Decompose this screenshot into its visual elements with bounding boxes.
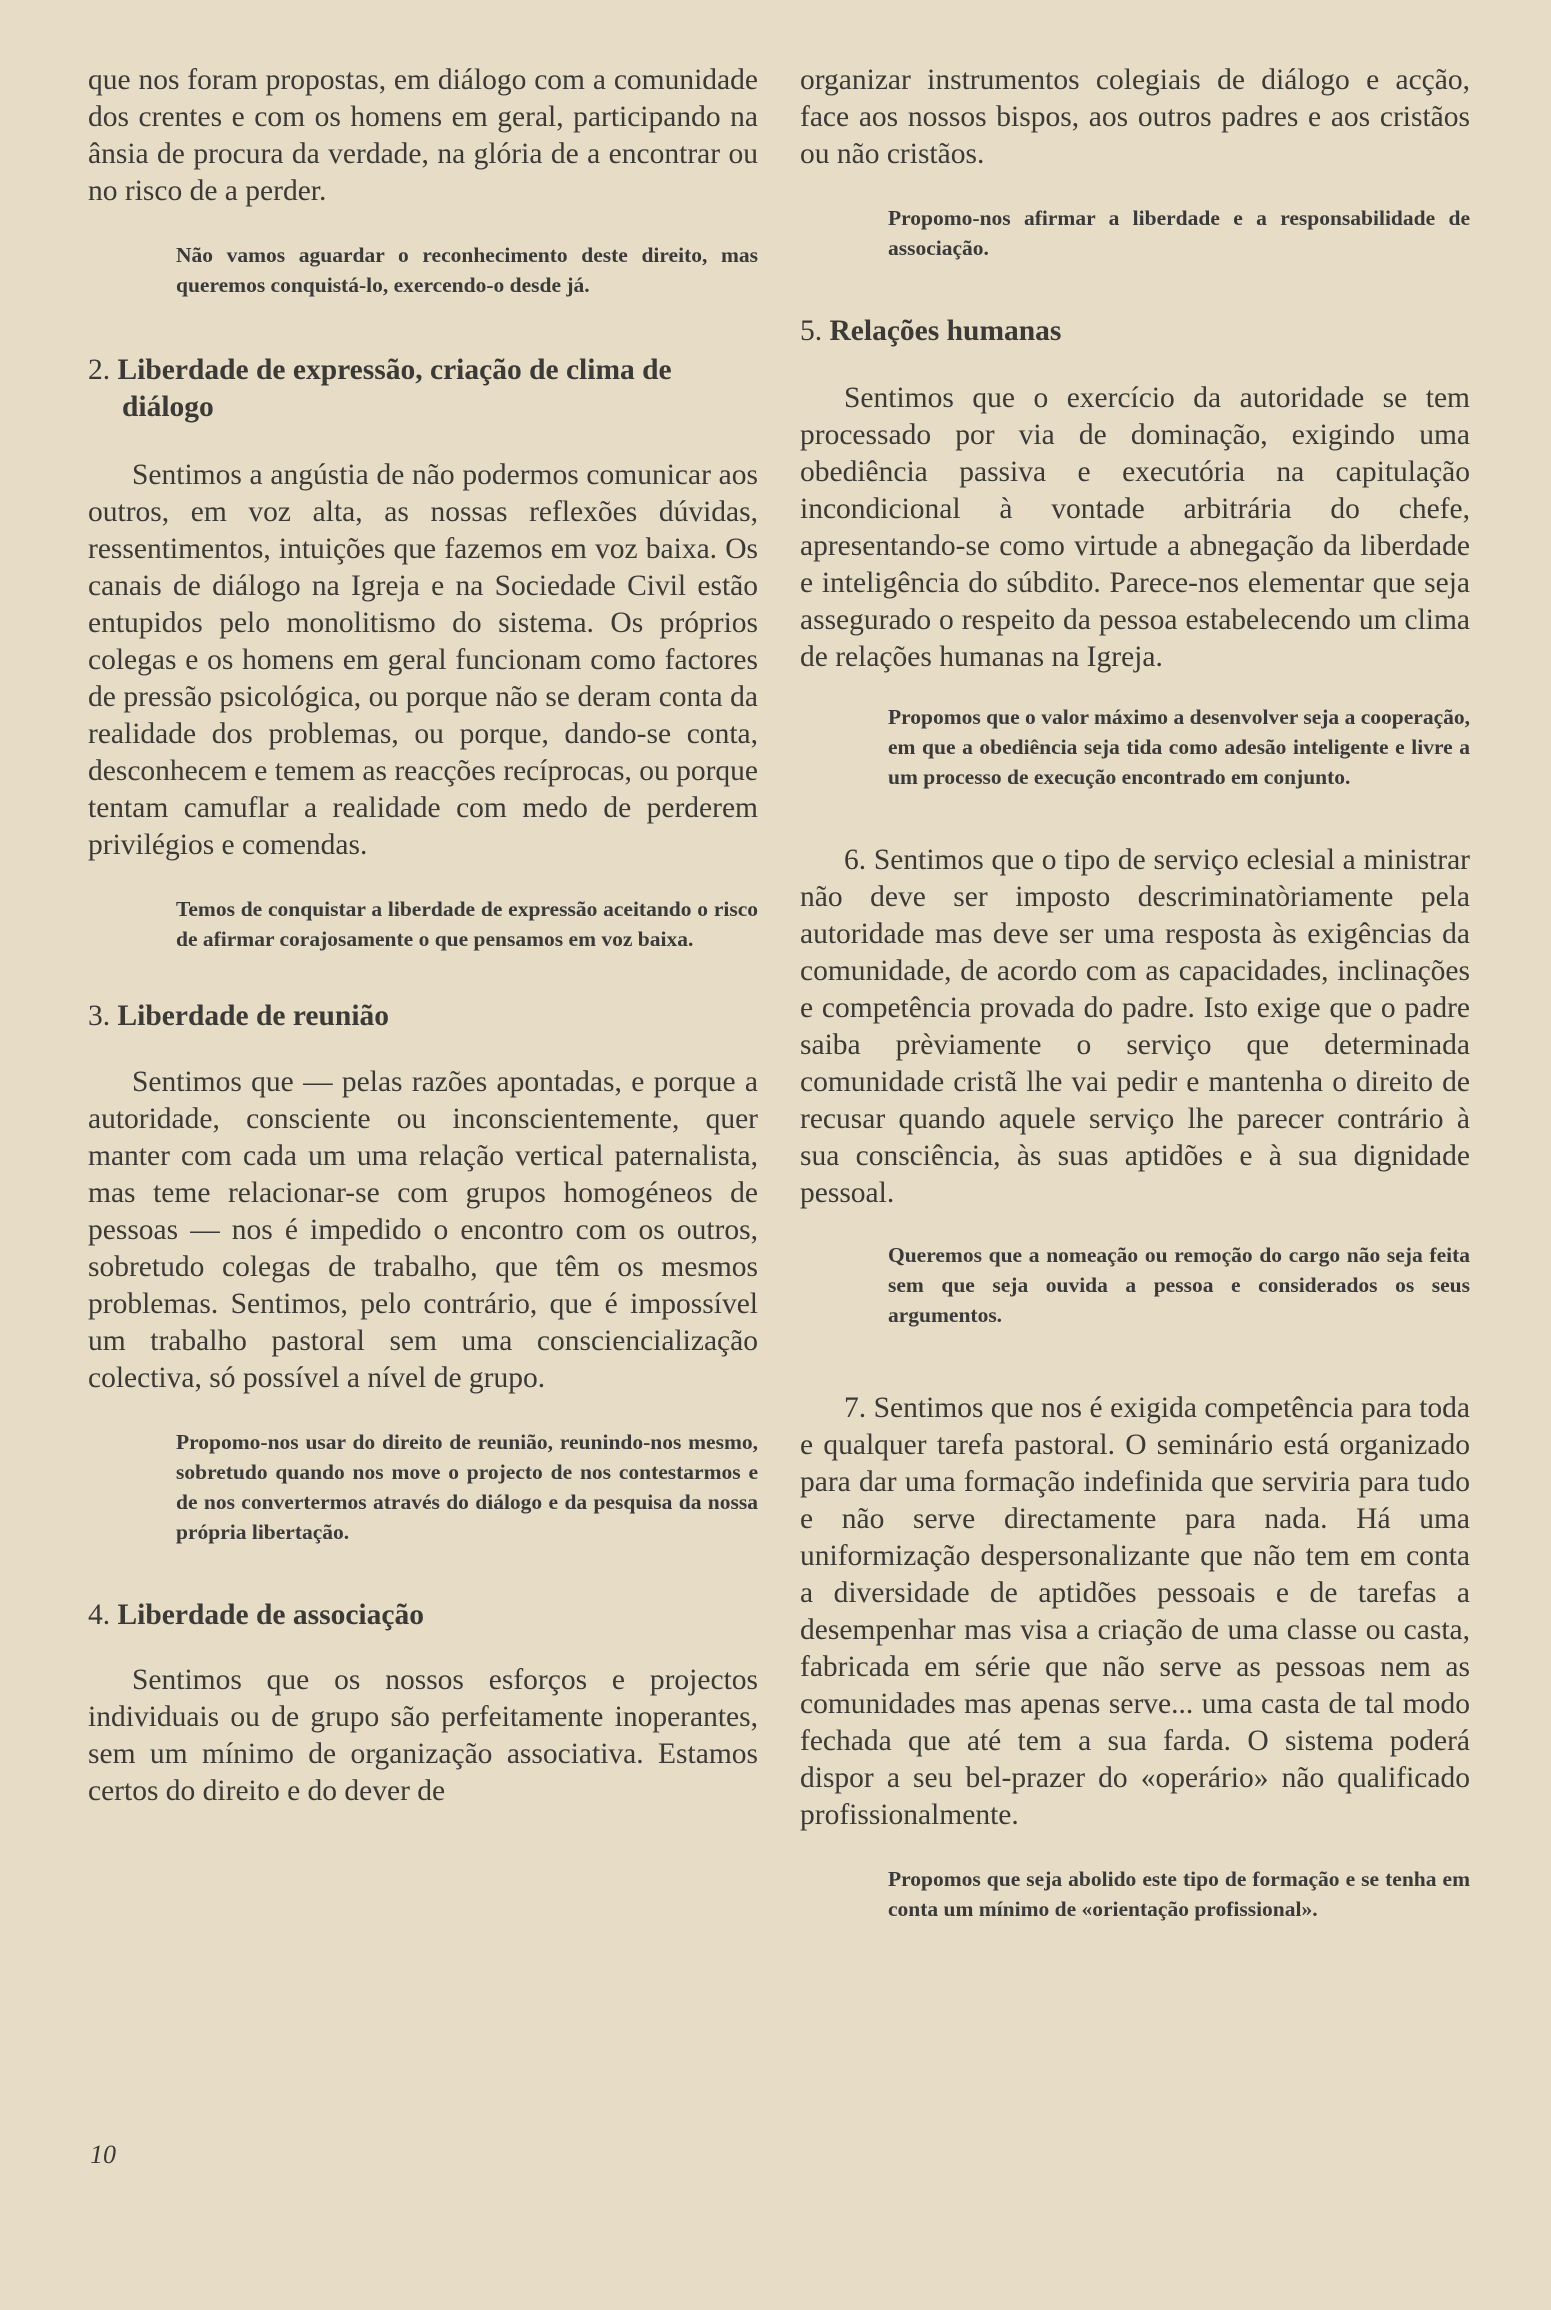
intro-paragraph: que nos foram propostas, em diálogo com a comunidade dos crentes e com os homens em geral, participando na ânsia de procura da verdade, na glória de a encontrar ou no risco de a perder. <box>88 64 758 207</box>
section-2-heading <box>88 352 758 426</box>
continuation-paragraph: organizar instrumentos colegiais de diálogo e acção, face aos nossos bispos, aos outros padres e aos cristãos ou não cristãos. <box>800 64 1470 170</box>
proposal-conquer-right: Não vamos aguardar o reconhecimento deste direito, mas queremos conquistá-lo, exercendo-o desde já. <box>176 243 758 297</box>
section-5-heading <box>800 313 1470 350</box>
page-number: 10 <box>90 2140 116 2169</box>
section-3-paragraph: Sentimos que — pelas razões apontadas, e porque a autoridade, consciente ou inconscientemente, quer manter com cada um uma relação vertical paternalista, mas teme relacionar-se com grupos homogéneos de pessoas — nos é impedido o encontro com os outros, sobretudo colegas de trabalho, que têm os mesmos problemas. Sentimos, pelo contrário, que é impossível um trabalho pastoral sem uma consciencialização colectiva, só possível a nível de grupo. <box>88 1066 758 1394</box>
section-4-paragraph: Sentimos que os nossos esforços e projectos individuais ou de grupo são perfeitamente inoperantes, sem um mínimo de organização associativa. Estamos certos do direito e do dever de <box>88 1664 758 1807</box>
section-4-heading <box>88 1597 758 1634</box>
section-3-title: Liberdade de reunião <box>117 1000 390 1032</box>
section-3-number: 3. <box>88 1000 111 1032</box>
section-3-heading <box>88 998 758 1035</box>
left-column <box>88 62 758 1810</box>
section-5-proposal: Propomos que o valor máximo a desenvolver seja a cooperação, em que a obediência seja tida como adesão inteligente e livre a um processo de execução encontrado em conjunto. <box>888 705 1470 789</box>
section-2-paragraph: Sentimos a angústia de não podermos comunicar aos outros, em voz alta, as nossas reflexões dúvidas, ressentimentos, intuições que fazemos em voz baixa. Os canais de diálogo na Igreja e na Sociedade Civil estão entupidos pelo monolitismo do sistema. Os próprios colegas e os homens em geral funcionam como factores de pressão psicológica, ou porque não se deram conta da realidade dos problemas, ou porque, dando-se conta, desconhecem e temem as reacções recíprocas, ou porque tentam camuflar a realidade com medo de perderem privilégios e comendas. <box>88 459 758 861</box>
section-7-proposal: Propomos que seja abolido este tipo de formação e se tenha em conta um mínimo de «orientação profissional». <box>888 1867 1470 1921</box>
section-2-number: 2. <box>88 354 111 386</box>
section-6-paragraph: 6. Sentimos que o tipo de serviço eclesial a ministrar não deve ser imposto descriminatòriamente pela autoridade mas deve ser uma resposta às exigências da comunidade, de acordo com as capacidades, inclinações e competência provada do padre. Isto exige que o padre saiba prèviamente o serviço que determinada comunidade cristã lhe vai pedir e mantenha o direito de recusar quando aquele serviço lhe parecer contrário à sua consciência, às suas aptidões e à sua dignidade pessoal. <box>800 844 1470 1209</box>
section-4-number: 4. <box>88 1599 111 1631</box>
section-4-proposal: Propomo-nos afirmar a liberdade e a responsabilidade de associação. <box>888 206 1470 260</box>
section-5-paragraph: Sentimos que o exercício da autoridade se tem processado por via de dominação, exigindo uma obediência passiva e executória na capitulação incondicional à vontade arbitrária do chefe, apresentando-se como virtude a abnegação da liberdade e inteligência do súbdito. Parece-nos elementar que seja assegurado o respeito da pessoa estabelecendo um clima de relações humanas na Igreja. <box>800 382 1470 673</box>
section-2-title: Liberdade de expressão, criação de clima de diálogo <box>117 354 672 423</box>
section-6-proposal: Queremos que a nomeação ou remoção do cargo não seja feita sem que seja ouvida a pessoa e considerados os seus argumentos. <box>888 1243 1470 1327</box>
section-7-paragraph: 7. Sentimos que nos é exigida competência para toda e qualquer tarefa pastoral. O seminário está organizado para dar uma formação indefinida que serviria para tudo e não serve directamente para nada. Há uma uniformização despersonalizante que não tem em conta a diversidade de aptidões pessoais e de tarefas a desempenhar mas visa a criação de uma classe ou casta, fabricada em série que não serve as pessoas nem as comunidades mas apenas serve... uma casta de tal modo fechada que até tem a sua farda. O sistema poderá dispor a seu bel-prazer do «operário» não qualificado profissionalmente. <box>800 1392 1470 1831</box>
section-5-title: Relações humanas <box>829 315 1062 347</box>
section-4-title: Liberdade de associação <box>117 1599 424 1631</box>
section-5-number: 5. <box>800 315 823 347</box>
right-column <box>800 62 1470 1924</box>
section-3-proposal: Propomo-nos usar do direito de reunião, reunindo-nos mesmo, sobretudo quando nos move o projecto de nos contestarmos e de nos convertermos através do diálogo e da pesquisa da nossa própria libertação. <box>176 1430 758 1544</box>
section-2-proposal: Temos de conquistar a liberdade de expressão aceitando o risco de afirmar corajosamente o que pensamos em voz baixa. <box>176 897 758 951</box>
